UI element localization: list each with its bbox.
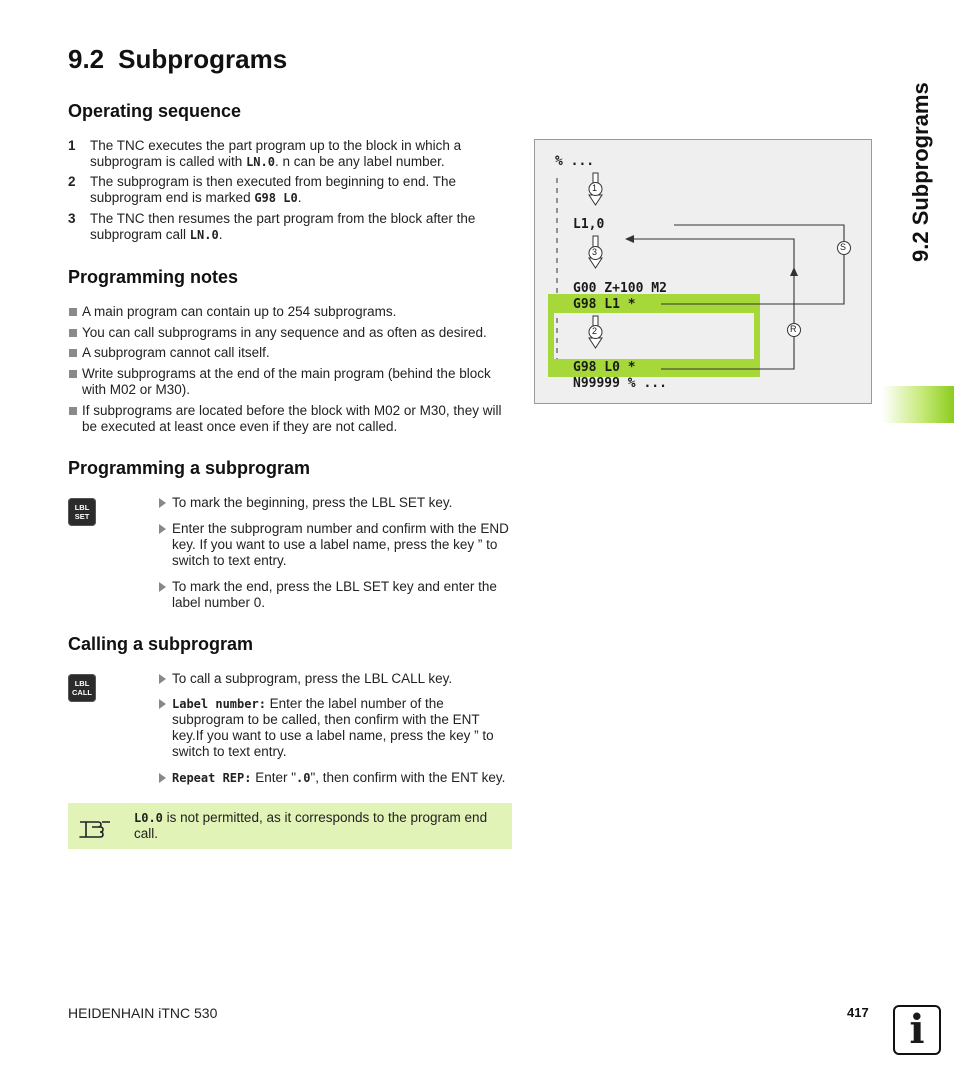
bullet-square-icon bbox=[69, 349, 77, 357]
step-press-call: To call a subprogram, press the LBL CALL key. bbox=[158, 671, 512, 687]
arrow-right-icon bbox=[159, 524, 166, 534]
return-arrow-icon bbox=[625, 235, 634, 243]
note-bullet-2: You can call subprograms in any sequence and as often as desired. bbox=[68, 325, 513, 341]
step-repeat-rep: Repeat REP: Enter ".0", then confirm with the ENT key. bbox=[158, 770, 512, 786]
bullet-square-icon bbox=[69, 407, 77, 415]
footer-manual-name: HEIDENHAIN iTNC 530 bbox=[68, 1005, 218, 1021]
pointing-hand-icon bbox=[78, 813, 112, 839]
page-title bbox=[68, 44, 287, 75]
note-bullet-5: If subprograms are located before the block with M02 or M30, they will be executed at least once even if they are not called. bbox=[68, 403, 513, 435]
programming-subprogram-heading: Programming a subprogram bbox=[68, 458, 311, 478]
info-icon: i bbox=[893, 1005, 941, 1055]
code-main-end: G00 Z+100 M2 bbox=[573, 281, 667, 296]
chapter-tab bbox=[882, 386, 954, 423]
section-number: 9.2 bbox=[68, 44, 105, 74]
code-prog-end: N99999 % ... bbox=[573, 376, 667, 391]
side-chapter-title: 9.2 Subprograms bbox=[908, 82, 933, 262]
operating-sequence-heading: Operating sequence bbox=[68, 101, 242, 121]
lbl-set-key-icon: LBL SET bbox=[68, 498, 96, 526]
sequence-step-3: 3 The TNC then resumes the part program from the block after the subprogram call LN.0. bbox=[68, 211, 476, 242]
page-number: 417 bbox=[847, 1005, 869, 1020]
up-arrow-icon bbox=[790, 267, 798, 276]
bullet-square-icon bbox=[69, 370, 77, 378]
calling-subprogram-heading: Calling a subprogram bbox=[68, 634, 254, 654]
sequence-step-2: 2 The subprogram is then executed from beginning to end. The subprogram end is marked G98 L0. bbox=[68, 174, 456, 205]
step-number: 1 bbox=[68, 138, 76, 153]
arrow-right-icon bbox=[159, 582, 166, 592]
note-bullet-4: Write subprograms at the end of the main program (behind the block with M02 or M30). bbox=[68, 366, 513, 398]
lbl-call-key-icon: LBL CALL bbox=[68, 674, 96, 702]
step-label-number: Label number: Enter the label number of the subprogram to be called, then confirm with the ENT key.If you want to use a label name, press the key ” to switch to text entry. bbox=[158, 696, 512, 760]
arrow-right-icon bbox=[159, 773, 166, 783]
note-bullet-1: A main program can contain up to 254 subprograms. bbox=[68, 304, 513, 320]
note-bullet-3: A subprogram cannot call itself. bbox=[68, 345, 513, 361]
bullet-square-icon bbox=[69, 308, 77, 316]
step-mark-beginning: To mark the beginning, press the LBL SET key. bbox=[158, 495, 512, 511]
step-mark-end: To mark the end, press the LBL SET key and enter the label number 0. bbox=[158, 579, 512, 611]
subprogram-flow-diagram: % ... L1,0 G00 Z+100 M2 G98 L1 * G98 L0 * N99999 % ... 1 3 2 S R bbox=[534, 139, 872, 404]
note-text: L0.0 is not permitted, as it corresponds to the program end call. bbox=[134, 810, 488, 841]
code-sub-end: G98 L0 * bbox=[573, 360, 636, 375]
step-number: 2 bbox=[68, 174, 76, 189]
arrow-right-icon bbox=[159, 674, 166, 684]
section-title: Subprograms bbox=[118, 44, 288, 74]
code-start: % ... bbox=[555, 154, 595, 169]
bullet-square-icon bbox=[69, 329, 77, 337]
sequence-step-1: 1 The TNC executes the part program up to the block in which a subprogram is called with LN.0. n can be any label number. bbox=[68, 138, 462, 169]
note-box bbox=[68, 803, 512, 849]
programming-notes-heading: Programming notes bbox=[68, 267, 239, 287]
step-enter-number: Enter the subprogram number and confirm with the END key. If you want to use a label name, press the key ” to switch to text entry. bbox=[158, 521, 512, 569]
arrow-right-icon bbox=[159, 498, 166, 508]
code-sub-start: G98 L1 * bbox=[573, 297, 636, 312]
arrow-right-icon bbox=[159, 699, 166, 709]
step-number: 3 bbox=[68, 211, 76, 226]
code-call: L1,0 bbox=[573, 217, 605, 232]
